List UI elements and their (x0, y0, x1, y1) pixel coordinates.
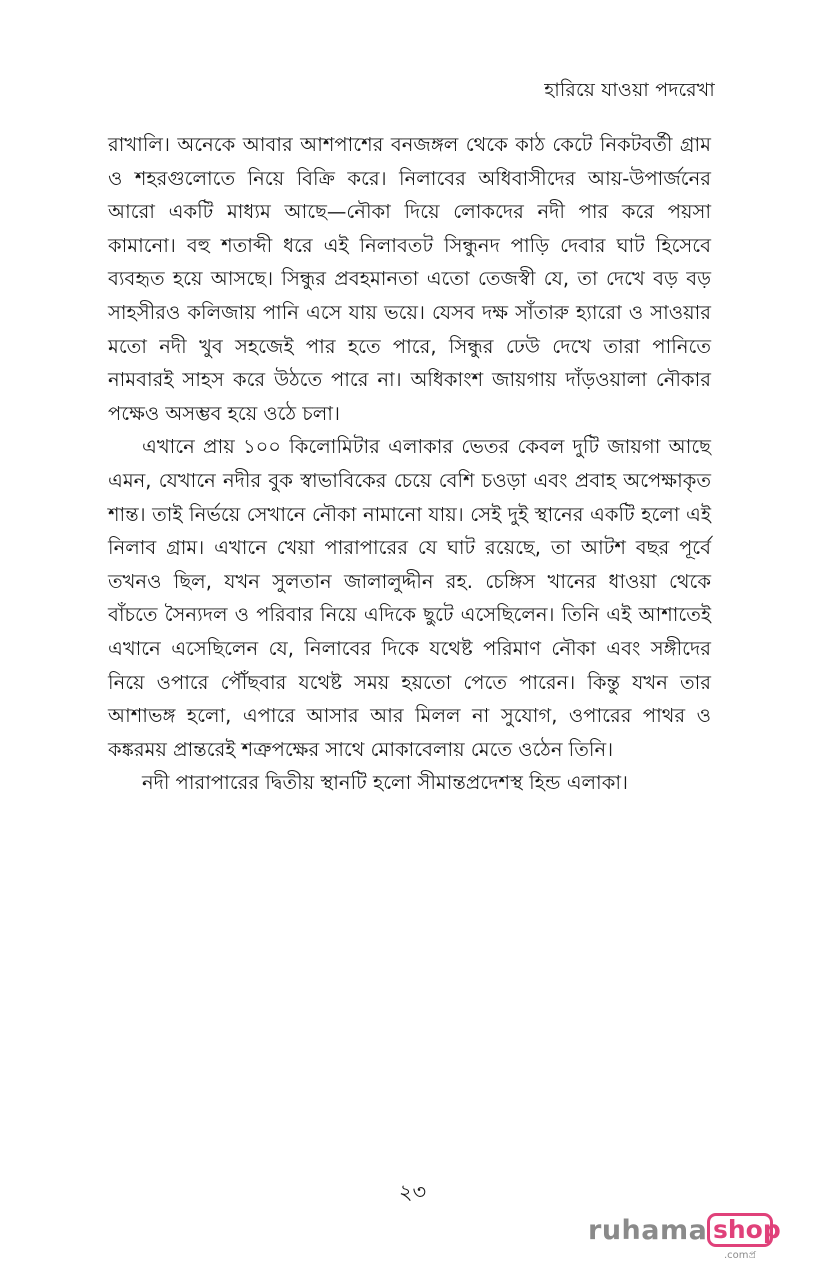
paragraph: নদী পারাপারের দ্বিতীয় স্থানটি হলো সীমান্তপ্রদেশস্থ হিন্ড এলাকা। (142, 771, 628, 795)
watermark-brand-right: shop (713, 1215, 781, 1244)
page-number: ২৩ (398, 1180, 427, 1204)
running-header: হারিয়ে যাওয়া পদরেখা (544, 79, 715, 101)
ruhamashop-watermark-logo (588, 1213, 781, 1261)
page-body (108, 128, 711, 800)
watermark-domain-suffix: .comপ্র (724, 1250, 757, 1261)
watermark-shop-badge (707, 1213, 781, 1247)
paragraph: এখানে প্রায় ১০০ কিলোমিটার এলাকার ভেতর কেবল দুটি জায়গা আছে এমন, যেখানে নদীর বুক স্বাভাবিকের চেয়ে বেশি চওড়া এবং প্রবাহ অপেক্ষাকৃত শান্ত। তাই নির্ভয়ে সেখানে নৌকা নামানো যায়। সেই দুই স্থানের একটি হলো এই নিলাব গ্রাম। এখানে খেয়া পারাপারের যে ঘাট রয়েছে, তা আটশ বছর পূর্বে তখনও ছিল, যখন সুলতান জালালুদ্দীন রহ. চেঙ্গিস খানের ধাওয়া থেকে বাঁচতে সৈন্যদল ও পরিবার নিয়ে এদিকে ছুটে এসেছিলেন। তিনি এই আশাতেই এখানে এসেছিলেন যে, নিলাবের দিকে যথেষ্ট পরিমাণ নৌকা এবং সঙ্গীদের নিয়ে ওপারে পৌঁছবার যথেষ্ট সময় হয়তো পেতে পারেন। কিন্তু যখন তার আশাভঙ্গ হলো, এপারে আসার আর মিলল না সুযোগ, ওপারের পাথর ও কঙ্করময় প্রান্তরেই শত্রুপক্ষের সাথে মোকাবেলায় মেতে ওঠেন তিনি। (108, 435, 711, 761)
watermark-brand-left: ruhama (588, 1215, 708, 1246)
paragraph-continued: রাখালি। অনেকে আবার আশপাশের বনজঙ্গল থেকে কাঠ কেটে নিকটবর্তী গ্রাম ও শহরগুলোতে নিয়ে বিক্রি করে। নিলাবের অধিবাসীদের আয়-উপার্জনের আরো একটি মাধ্যম আছে—নৌকা দিয়ে লোকদের নদী পার করে পয়সা কামানো। বহু শতাব্দী ধরে এই নিলাবতট সিন্ধুনদ পাড়ি দেবার ঘাট হিসেবে ব্যবহৃত হয়ে আসছে। সিন্ধুর প্রবহমানতা এতো তেজস্বী যে, তা দেখে বড় বড় সাহসীরও কলিজায় পানি এসে যায় ভয়ে। যেসব দক্ষ সাঁতারু হ্যারো ও সাওয়ার মতো নদী খুব সহজেই পার হতে পারে, সিন্ধুর ঢেউ দেখে তারা পানিতে নামবারই সাহস করে উঠতে পারে না। অধিকাংশ জায়গায় দাঁড়ওয়ালা নৌকার পক্ষেও অসম্ভব হয়ে ওঠে চলা। (108, 133, 711, 425)
